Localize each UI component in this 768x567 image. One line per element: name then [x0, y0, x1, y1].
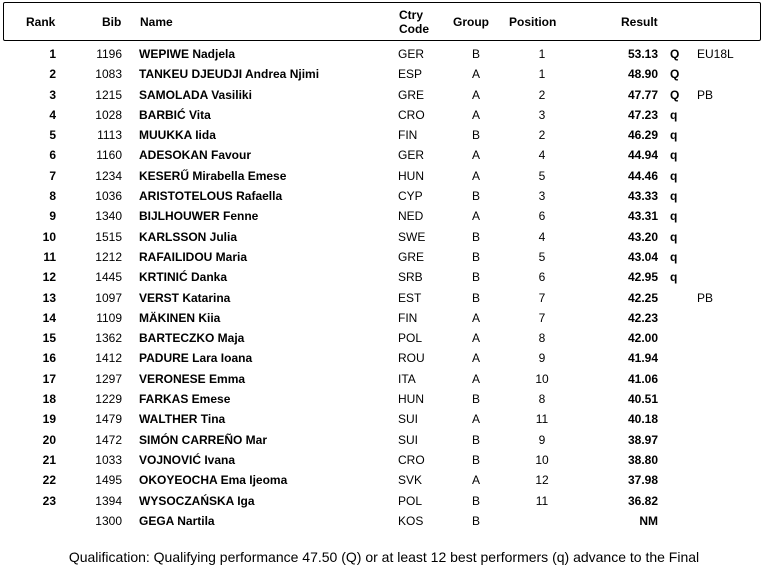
cell-rank: 10	[42, 229, 56, 244]
cell-group: A	[471, 87, 480, 102]
cell-athlete-name: MÄKINEN Kiia	[139, 310, 221, 325]
header-group: Group	[453, 15, 489, 29]
cell-result: 40.18	[627, 412, 658, 427]
cell-group: B	[471, 189, 480, 204]
cell-result: 38.97	[627, 432, 658, 447]
table-row	[0, 186, 768, 206]
cell-bib: 1515	[95, 229, 122, 244]
cell-rank: 13	[42, 290, 56, 305]
cell-athlete-name: ARISTOTELOUS Rafaella	[139, 189, 283, 204]
cell-record-note: PB	[697, 87, 714, 102]
cell-position: 2	[538, 128, 546, 143]
cell-athlete-name: BARBIĆ Vita	[139, 107, 211, 122]
cell-athlete-name: VERST Katarina	[139, 290, 231, 305]
cell-athlete-name: OKOYEOCHA Ema Ijeoma	[139, 473, 288, 488]
cell-country-code: SVK	[398, 473, 423, 488]
cell-qualification-mark: q	[670, 189, 678, 204]
header-result: Result	[621, 15, 658, 29]
cell-country-code: CRO	[398, 452, 425, 467]
cell-country-code: SUI	[398, 432, 419, 447]
cell-country-code: FIN	[398, 128, 418, 143]
cell-group: A	[471, 412, 480, 427]
cell-record-note: PB	[697, 290, 714, 305]
cell-result: 41.94	[627, 351, 658, 366]
cell-position: 8	[538, 331, 546, 346]
cell-bib: 1212	[95, 249, 122, 264]
table-row	[0, 328, 768, 348]
cell-rank: 12	[42, 270, 56, 285]
cell-group: B	[471, 128, 480, 143]
cell-result: 48.90	[627, 67, 658, 82]
cell-position: 9	[538, 432, 546, 447]
cell-group: B	[471, 452, 480, 467]
table-row	[0, 491, 768, 511]
cell-athlete-name: KESERŰ Mirabella Emese	[139, 168, 287, 183]
cell-country-code: SRB	[398, 270, 423, 285]
cell-group: A	[471, 148, 480, 163]
cell-bib: 1196	[96, 47, 122, 61]
cell-rank: 9	[49, 209, 56, 224]
cell-country-code: HUN	[398, 392, 424, 407]
cell-result: 46.29	[627, 128, 658, 143]
cell-athlete-name: KRTINIĆ Danka	[139, 270, 228, 285]
cell-bib: 1445	[95, 270, 122, 285]
cell-country-code: NED	[398, 209, 424, 224]
table-row	[0, 166, 768, 186]
cell-position: 3	[538, 107, 546, 122]
cell-country-code: POL	[398, 331, 423, 346]
table-row	[0, 409, 768, 429]
table-row	[0, 430, 768, 450]
cell-athlete-name: PADURE Lara Ioana	[139, 351, 253, 366]
cell-country-code: POL	[398, 493, 423, 508]
cell-result: 42.23	[627, 310, 658, 325]
cell-bib: 1036	[95, 189, 122, 204]
cell-bib: 1394	[95, 493, 122, 508]
cell-result: 44.46	[627, 168, 658, 183]
cell-result: 43.33	[627, 189, 658, 204]
cell-position: 2	[538, 87, 546, 102]
results-table-body	[0, 44, 768, 531]
cell-qualification-mark: Q	[670, 87, 680, 102]
cell-record-note: EU18L	[697, 47, 734, 61]
cell-country-code: ITA	[398, 371, 416, 386]
cell-country-code: ESP	[398, 67, 423, 82]
header-country-code	[399, 8, 429, 36]
cell-group: B	[471, 493, 480, 508]
cell-group: B	[471, 513, 480, 528]
cell-bib: 1472	[95, 432, 122, 447]
header-rank: Rank	[26, 15, 56, 29]
cell-qualification-mark: q	[670, 270, 678, 285]
table-row	[0, 389, 768, 409]
cell-result: 42.95	[627, 270, 658, 285]
table-row	[0, 450, 768, 470]
cell-group: A	[471, 67, 480, 82]
cell-result: 42.00	[627, 331, 658, 346]
cell-group: B	[471, 270, 480, 285]
cell-qualification-mark: q	[670, 229, 678, 244]
cell-result: 43.04	[627, 249, 658, 264]
cell-result: 44.94	[627, 148, 658, 163]
cell-bib: 1229	[95, 392, 122, 407]
cell-country-code: GRE	[398, 87, 425, 102]
table-row	[0, 227, 768, 247]
cell-qualification-mark: q	[670, 128, 678, 143]
cell-bib: 1215	[95, 87, 122, 102]
cell-result: 47.23	[627, 107, 658, 122]
cell-rank: 3	[49, 87, 56, 102]
cell-athlete-name: BIJLHOUWER Fenne	[139, 209, 259, 224]
cell-rank: 1	[49, 47, 56, 61]
cell-bib: 1300	[95, 513, 122, 528]
cell-rank: 14	[42, 310, 56, 325]
table-row	[0, 308, 768, 328]
cell-athlete-name: ADESOKAN Favour	[139, 148, 252, 163]
cell-position: 3	[538, 189, 546, 204]
cell-result: 40.51	[627, 392, 658, 407]
cell-bib: 1340	[95, 209, 122, 224]
cell-country-code: CYP	[398, 189, 423, 204]
cell-result: NM	[639, 513, 658, 528]
cell-rank: 23	[42, 493, 56, 508]
cell-athlete-name: MUUKKA Iida	[139, 128, 216, 143]
cell-result: 43.20	[627, 229, 658, 244]
cell-athlete-name: FARKAS Emese	[139, 392, 231, 407]
cell-rank: 8	[49, 189, 56, 204]
cell-group: A	[471, 371, 480, 386]
cell-rank: 15	[42, 331, 56, 346]
cell-rank: 7	[49, 168, 56, 183]
table-row	[0, 64, 768, 84]
cell-athlete-name: SIMÓN CARREÑO Mar	[139, 432, 268, 447]
cell-group: A	[471, 107, 480, 122]
header-position: Position	[509, 15, 557, 29]
table-row	[0, 145, 768, 165]
cell-athlete-name: TANKEU DJEUDJI Andrea Njimi	[139, 67, 320, 82]
header-bib: Bib	[102, 15, 122, 29]
cell-result: 43.31	[627, 209, 658, 224]
cell-result: 38.80	[627, 452, 658, 467]
cell-athlete-name: VERONESE Emma	[139, 371, 246, 386]
cell-group: B	[471, 249, 480, 264]
cell-rank: 21	[42, 452, 56, 467]
cell-position: 5	[538, 249, 546, 264]
cell-rank: 6	[49, 148, 56, 163]
cell-group: A	[471, 310, 480, 325]
cell-group: A	[471, 473, 480, 488]
cell-country-code: ROU	[398, 351, 425, 366]
cell-country-code: EST	[398, 290, 422, 305]
cell-athlete-name: SAMOLADA Vasiliki	[139, 87, 252, 102]
cell-rank: 20	[42, 432, 56, 447]
cell-qualification-mark: q	[670, 148, 678, 163]
table-row	[0, 247, 768, 267]
cell-rank: 2	[49, 67, 56, 82]
cell-position: 8	[538, 392, 546, 407]
cell-rank: 19	[42, 412, 56, 427]
cell-result: 37.98	[627, 473, 658, 488]
cell-qualification-mark: q	[670, 209, 678, 224]
cell-rank: 11	[43, 249, 56, 264]
table-row	[0, 288, 768, 308]
cell-group: B	[471, 229, 480, 244]
cell-rank: 22	[42, 473, 56, 488]
cell-group: B	[471, 290, 480, 305]
cell-country-code: SUI	[398, 412, 419, 427]
cell-bib: 1495	[95, 473, 122, 488]
table-row	[0, 470, 768, 490]
cell-qualification-mark: q	[670, 107, 678, 122]
cell-country-code: FIN	[398, 310, 418, 325]
cell-qualification-mark: q	[670, 249, 678, 264]
cell-position: 6	[538, 209, 546, 224]
cell-rank: 17	[42, 371, 56, 386]
table-row	[0, 44, 768, 64]
cell-rank: 18	[42, 392, 56, 407]
cell-position: 10	[535, 452, 549, 467]
cell-athlete-name: GEGA Nartila	[139, 513, 215, 528]
cell-athlete-name: BARTECZKO Maja	[139, 331, 245, 346]
table-row	[0, 369, 768, 389]
cell-position: 12	[535, 473, 549, 488]
cell-position: 7	[538, 310, 546, 325]
table-row	[0, 511, 768, 531]
cell-rank: 4	[49, 107, 56, 122]
cell-bib: 1033	[95, 452, 122, 467]
cell-group: A	[471, 209, 480, 224]
table-row	[0, 267, 768, 287]
cell-result: 42.25	[627, 290, 658, 305]
cell-bib: 1479	[95, 412, 122, 427]
cell-position: 1	[538, 67, 546, 82]
cell-athlete-name: KARLSSON Julia	[139, 229, 238, 244]
cell-group: B	[471, 47, 480, 61]
cell-position: 6	[538, 270, 546, 285]
header-ctry-line1: Ctry	[399, 8, 424, 22]
cell-bib: 1083	[95, 67, 122, 82]
cell-bib: 1362	[95, 331, 122, 346]
cell-bib: 1028	[95, 107, 122, 122]
cell-group: A	[471, 331, 480, 346]
cell-result: 53.13	[627, 47, 658, 61]
cell-athlete-name: WEPIWE Nadjela	[139, 47, 236, 61]
cell-position: 7	[538, 290, 546, 305]
cell-position: 4	[538, 148, 546, 163]
cell-bib: 1160	[96, 148, 122, 163]
cell-rank: 5	[49, 128, 56, 143]
cell-country-code: HUN	[398, 168, 424, 183]
table-row	[0, 348, 768, 368]
results-table-header	[3, 2, 761, 41]
cell-group: B	[471, 432, 480, 447]
cell-country-code: GRE	[398, 249, 425, 264]
cell-bib: 1109	[96, 310, 122, 325]
cell-position: 4	[538, 229, 546, 244]
cell-bib: 1297	[95, 371, 122, 386]
cell-result: 47.77	[627, 87, 658, 102]
table-row	[0, 85, 768, 105]
cell-group: B	[471, 392, 480, 407]
cell-qualification-mark: q	[670, 168, 678, 183]
header-ctry-line2: Code	[399, 22, 429, 36]
table-row	[0, 206, 768, 226]
cell-athlete-name: RAFAILIDOU Maria	[139, 249, 248, 264]
cell-position: 1	[538, 47, 546, 61]
cell-position: 11	[535, 493, 549, 508]
cell-result: 36.82	[627, 493, 658, 508]
cell-athlete-name: WALTHER Tina	[139, 412, 226, 427]
cell-country-code: KOS	[398, 513, 424, 528]
cell-country-code: GER	[398, 148, 425, 163]
cell-athlete-name: WYSOCZAŃSKA Iga	[139, 493, 255, 508]
cell-position: 11	[535, 412, 549, 427]
cell-rank: 16	[42, 351, 56, 366]
header-name: Name	[140, 15, 173, 29]
cell-position: 10	[535, 371, 549, 386]
cell-country-code: CRO	[398, 107, 425, 122]
cell-athlete-name: VOJNOVIĆ Ivana	[139, 452, 236, 467]
cell-group: A	[471, 351, 480, 366]
cell-bib: 1113	[97, 128, 122, 143]
cell-result: 41.06	[627, 371, 658, 386]
qualification-note: Qualification: Qualifying performance 47.50 (Q) or at least 12 best performers (q) advance to the Final	[68, 549, 700, 565]
table-row	[0, 125, 768, 145]
cell-country-code: GER	[398, 47, 425, 61]
cell-bib: 1412	[95, 351, 122, 366]
cell-group: A	[471, 168, 480, 183]
cell-qualification-mark: Q	[670, 47, 680, 61]
cell-qualification-mark: Q	[670, 67, 680, 82]
cell-country-code: SWE	[398, 229, 426, 244]
cell-position: 5	[538, 168, 546, 183]
cell-bib: 1097	[95, 290, 122, 305]
cell-bib: 1234	[95, 168, 122, 183]
cell-position: 9	[538, 351, 546, 366]
table-row	[0, 105, 768, 125]
